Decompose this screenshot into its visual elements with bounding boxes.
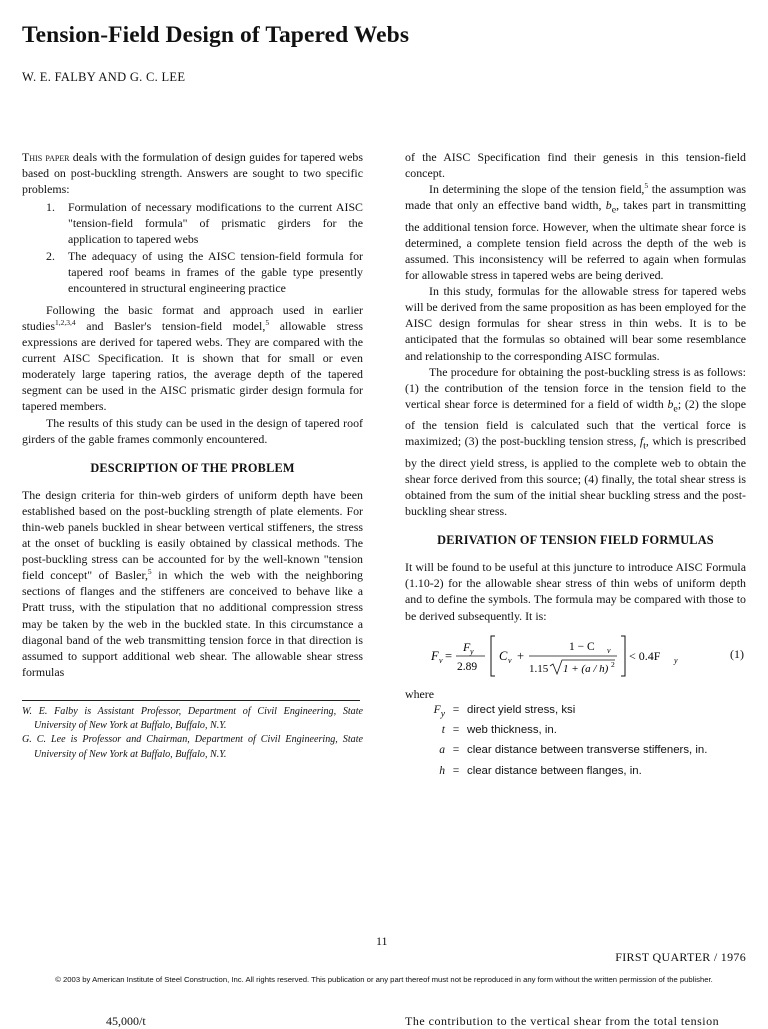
formula-intro-paragraph: It will be found to be useful at this juncture to introduce AISC Formula (1.10-2) for the allowable shear stress of thin webs of uniform depth and to define the symbols. The formula may be compared with those to be derived subsequently. It is: bbox=[405, 560, 746, 623]
eq-frac-den: 2.89 bbox=[457, 660, 478, 673]
approach-text-c: allowable stress expressions are derived for tapered webs. They are compared with the current AISC Specification. It is shown that for small or even moderately large tapering ratios, the average depth of the tapered segment can be used in the AISC prismatic girder design formula for tapered members. bbox=[22, 318, 364, 414]
procedure-text-a: The procedure for obtaining the post-buckling stress is as follows: (1) the contribution of the tension force in the tension field to the vertical shear force is determined for a field of width bbox=[405, 364, 746, 411]
eq-inner-den-coef: 1.15 bbox=[529, 662, 549, 675]
where-label: where bbox=[405, 686, 435, 701]
symbol-definition: direct yield stress, ksi bbox=[467, 703, 576, 716]
citation-ref: 5 bbox=[147, 567, 152, 577]
problem-text: Formulation of necessary modifications to the current AISC "tension-field formula" of prismatic girders for the application to tapered webs bbox=[68, 200, 363, 247]
eq-lhs: F bbox=[431, 648, 439, 663]
symbol-definition: clear distance between flanges, in. bbox=[467, 764, 642, 777]
eq-inner-den-exp: 2 bbox=[611, 659, 615, 669]
article-title: Tension-Field Design of Tapered Webs bbox=[22, 22, 410, 48]
symbol-b: b bbox=[605, 198, 612, 213]
author-footnotes bbox=[22, 705, 363, 762]
intro-paragraph bbox=[22, 149, 363, 197]
eq-inner-den-rad: 1 + (a / h) bbox=[563, 662, 609, 675]
symbol-equals: = bbox=[452, 702, 460, 716]
intro-lead-in: This paper bbox=[22, 150, 70, 164]
problem-text: The adequacy of using the AISC tension-field formula for tapered roof beams in frames of the gable type presently encountered in structural engineering practice bbox=[68, 248, 363, 295]
eq-left-bracket bbox=[491, 636, 495, 676]
page-number: 11 bbox=[376, 934, 388, 948]
symbol-equals: = bbox=[452, 743, 460, 757]
symbol-f: f bbox=[639, 434, 644, 449]
eq-inner-num-sub: v bbox=[607, 645, 611, 655]
problem-number: 2. bbox=[46, 248, 55, 263]
problem-item bbox=[22, 199, 363, 247]
continuation-paragraph: of the AISC Specification find their genesis in this tension-field concept. bbox=[405, 150, 746, 181]
symbol-row bbox=[405, 763, 746, 783]
next-page-fragment-left: 45,000/t bbox=[106, 1014, 146, 1028]
approach-paragraph bbox=[22, 302, 363, 415]
eq-lhs-sub: v bbox=[439, 655, 443, 665]
eq-rhs-sub: y bbox=[674, 655, 678, 665]
next-page-fragment-right: The contribution to the vertical shear from the total tension bbox=[405, 1014, 720, 1028]
symbol-name: h bbox=[439, 763, 445, 777]
subscript-e: e bbox=[673, 403, 678, 415]
problem-item bbox=[22, 248, 363, 296]
tension-field-slope-paragraph bbox=[405, 181, 746, 283]
equation-number: (1) bbox=[730, 646, 744, 661]
eq-frac-num: F bbox=[463, 639, 471, 654]
slope-text-c: , takes part in transmitting the additional tension force. However, when the ultimate shear force is determined, a complete tension field across the depth of the web is assumed. This inconsistency will be referred to again when formulas for allowable stress in tapered webs are being derived. bbox=[405, 198, 747, 283]
symbol-equals: = bbox=[452, 763, 460, 777]
left-column bbox=[22, 149, 363, 762]
problem-number: 1. bbox=[46, 200, 55, 215]
slope-text-b: the assumption was made that only an effective band width, bbox=[405, 182, 747, 213]
equation-1 bbox=[405, 630, 746, 682]
subscript-e: e bbox=[611, 204, 617, 216]
equation-1-graphic bbox=[429, 630, 729, 682]
symbol-name: $F_y$ bbox=[433, 702, 445, 720]
symbol-row bbox=[405, 702, 746, 722]
symbol-name: t bbox=[441, 723, 445, 737]
symbol-definition: web thickness, in. bbox=[467, 724, 557, 737]
intro-text: deals with the formulation of design guides for tapered webs based on post-buckling strength. Answers are sought to two specific problems: bbox=[22, 150, 363, 197]
problem-description-paragraph bbox=[22, 487, 363, 680]
eq-inner-num: 1 − C bbox=[569, 640, 595, 653]
footnote-rule bbox=[22, 700, 360, 701]
problem-desc-text-a: The design criteria for thin-web girders of uniform depth have been established based on the post-buckling strength of plate elements. For thin-web panels buckled in shear between vertical stiffeners, the stress at the onset of buckling is easily obtained by classical methods. The post-buckling stress can be accounted for by the well-known "tension field concept" of Basler, bbox=[22, 487, 363, 583]
approach-text-b: and Basler's tension-field model, bbox=[75, 318, 266, 333]
issue-date: FIRST QUARTER / 1976 bbox=[615, 950, 746, 964]
symbol-row bbox=[405, 742, 746, 762]
slope-text-a: In determining the slope of the tension field, bbox=[429, 182, 645, 197]
problem-desc-text-b: in which the web with the neighboring sections of flanges and the stiffeners are conceived to behave like a Pratt truss, with the stipulation that no additional compression stress may be taken by the web in the buckled state. In this circumstance a diagonal band of the web transmitting tension force in that direction is assumed to support additional web shear. The allowable shear stress formulas bbox=[22, 568, 363, 679]
section-heading-derivation: DERIVATION OF TENSION FIELD FORMULAS bbox=[437, 533, 714, 548]
procedure-text-c: , which is prescribed by the direct yield stress, is applied to the complete web to obtain the shear force derived from this source; (4) finally, the total shear stress is obtained from the sum of the initial shear buckling stress and the post-buckling shear stress. bbox=[405, 434, 746, 519]
symbol-b: b bbox=[667, 396, 674, 411]
subscript-t: t bbox=[643, 440, 646, 452]
symbol-equals: = bbox=[452, 723, 460, 737]
results-paragraph: The results of this study can be used in the design of tapered roof girders of the gable frames commonly encountered. bbox=[22, 415, 363, 446]
section-heading-problem: DESCRIPTION OF THE PROBLEM bbox=[90, 460, 295, 475]
eq-frac-num-sub: y bbox=[470, 646, 474, 656]
eq-equals: = bbox=[445, 648, 453, 663]
approach-text-a: Following the basic format and approach used in earlier studies bbox=[22, 302, 363, 333]
procedure-text-b: ; (2) the slope of the tension field is calculated such that the vertical force is maximized; (3) the post-buckling tension stress, bbox=[405, 396, 746, 449]
problem-list bbox=[22, 199, 363, 296]
study-paragraph: In this study, formulas for the allowable stress for tapered webs will be derived from the same proposition as has been employed for the AISC design formulas for shear stress in thin webs. It is to be anticipated that the formulas so obtained will bear some resemblance and relationship to the corresponding AISC formulas. bbox=[405, 284, 746, 363]
citation-ref: 1,2,3,4 bbox=[55, 317, 76, 327]
procedure-paragraph bbox=[405, 364, 746, 520]
citation-ref: 5 bbox=[265, 317, 270, 327]
footnote-falby: W. E. Falby is Assistant Professor, Department of Civil Engineering, State University of New York at Buffalo, Buffalo, N.Y. bbox=[22, 705, 363, 732]
citation-ref: 5 bbox=[644, 181, 649, 191]
copyright-notice: © 2003 by American Institute of Steel Construction, Inc. All rights reserved. This publication or any part thereof must not be reproduced in any form without the written permission of the publisher. bbox=[55, 975, 713, 984]
eq-cv: C bbox=[499, 648, 508, 663]
symbol-row bbox=[405, 722, 746, 742]
symbol-name: a bbox=[439, 743, 445, 757]
footnote-lee: G. C. Lee is Professor and Chairman, Department of Civil Engineering, State University of New York at Buffalo, Buffalo, N.Y. bbox=[22, 734, 363, 760]
eq-rhs: < 0.4F bbox=[629, 648, 661, 663]
right-column bbox=[405, 149, 746, 783]
eq-right-bracket bbox=[621, 636, 625, 676]
symbol-definition: clear distance between transverse stiffeners, in. bbox=[467, 744, 708, 757]
eq-cv-sub: v bbox=[508, 655, 512, 665]
article-authors: W. E. FALBY AND G. C. LEE bbox=[22, 70, 186, 84]
symbol-definitions bbox=[405, 702, 746, 783]
eq-plus: + bbox=[517, 648, 525, 663]
